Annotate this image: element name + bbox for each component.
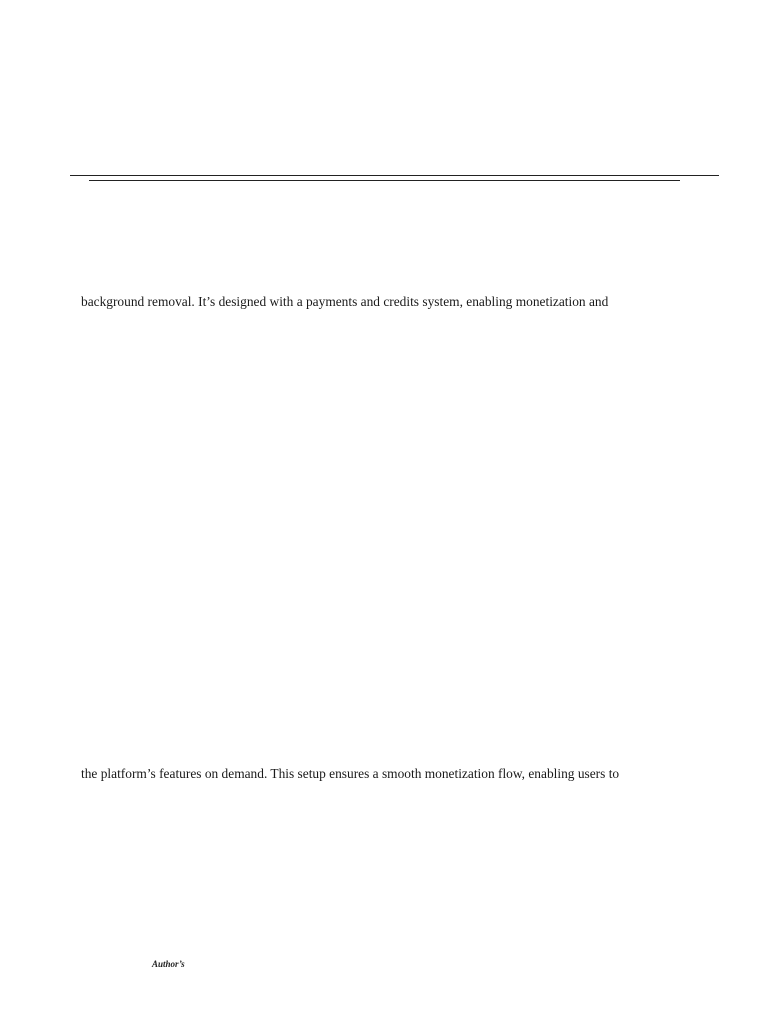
body-text-line: background removal. It’s designed with a payments and credits system, enabling monetization and (81, 294, 609, 309)
body-text-line: the platform’s features on demand. This setup ensures a smooth monetization flow, enabling users to (81, 766, 620, 781)
author-footnote: Author’s (152, 959, 185, 969)
header-rule-bottom (89, 180, 680, 181)
header-rule-top (70, 175, 719, 176)
